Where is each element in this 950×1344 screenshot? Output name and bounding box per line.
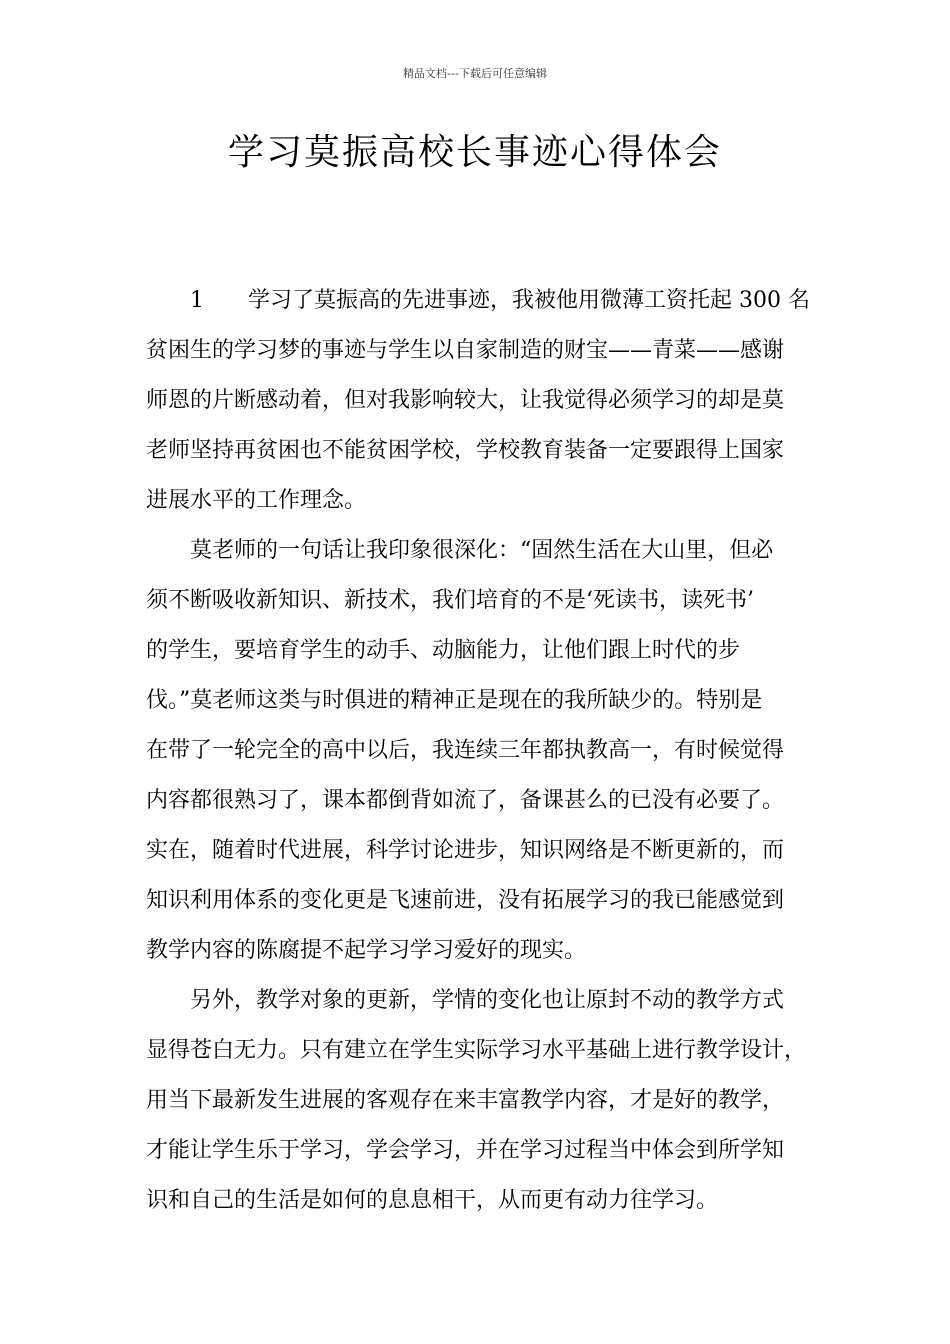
text-line: 进展水平的工作理念。 [146,488,367,513]
document-title: 学习莫振高校长事迹心得体会 [227,132,722,173]
text-line: 老师坚持再贫困也不能贫困学校，学校教育装备一定要跟得上国家 [146,438,785,463]
text-line: 师恩的片断感动着，但对我影响较大，让我觉得必须学习的却是莫 [146,388,785,413]
paragraph-2 [146,526,806,976]
text-line: 须不断吸收新知识、新技术，我们培育的不是‘死读书，读死书’ [146,588,754,613]
text-line: 贫困生的学习梦的事迹与学生以自家制造的财宝——青菜——感谢 [146,338,785,363]
text-line: 的学生，要培育学生的动手、动脑能力，让他们跟上时代的步 [146,638,741,663]
text-line: 伐。”莫老师这类与时俱进的精神正是现在的我所缺少的。特别是 [146,688,763,713]
text-line: 另外，教学对象的更新，学情的变化也让原封不动的教学方式 [190,988,785,1013]
text-line: 莫老师的一句话让我印象很深化：“固然生活在大山里，但必 [190,538,774,563]
text-line: 1 学习了莫振高的先进事迹，我被他用微薄工资托起 300 名 [190,288,810,313]
text-line: 实在，随着时代进展，科学讨论进步，知识网络是不断更新的，而 [146,838,785,863]
page-header-note: 精品文档---下载后可任意编辑 [403,67,547,80]
text-line: 教学内容的陈腐提不起学习学习爱好的现实。 [146,938,587,963]
paragraph-1 [146,276,810,526]
text-line: 内容都很熟习了，课本都倒背如流了，备课甚么的已没有必要了。 [146,788,785,813]
text-line: 用当下最新发生进展的客观存在来丰富教学内容，才是好的教学， [146,1088,785,1113]
text-line: 识和自己的生活是如何的息息相干，从而更有动力往学习。 [146,1188,719,1213]
text-line: 显得苍白无力。只有建立在学生实际学习水平基础上进行教学设计， [146,1038,807,1063]
text-line: 才能让学生乐于学习，学会学习，并在学习过程当中体会到所学知 [146,1138,785,1163]
paragraph-3 [146,976,806,1226]
document-body [146,276,810,1226]
text-line: 在带了一轮完全的高中以后，我连续三年都执教高一，有时候觉得 [146,738,785,763]
text-line: 知识利用体系的变化更是飞速前进，没有拓展学习的我已能感觉到 [146,888,785,913]
